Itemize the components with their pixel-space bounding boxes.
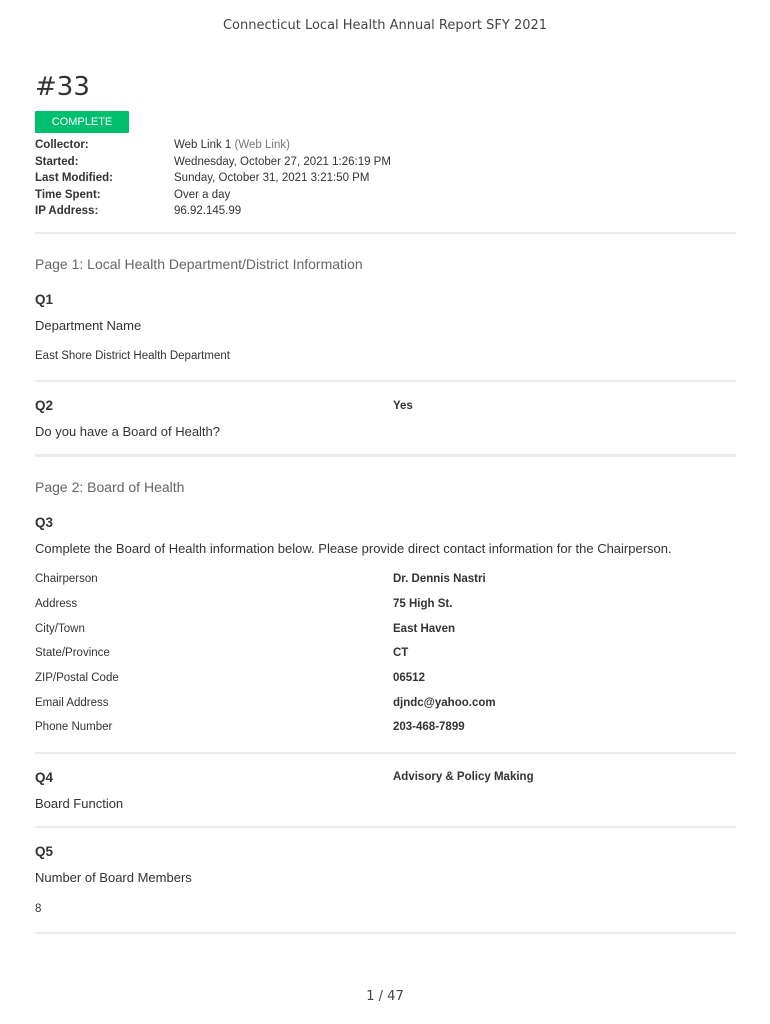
field-value: East Haven (393, 623, 456, 635)
page-1-title: Page 1: Local Health Department/District Information (35, 256, 363, 272)
field-label: Phone Number (35, 721, 113, 733)
q4-answer: Advisory & Policy Making (393, 771, 534, 783)
meta-label: Time Spent: (35, 188, 101, 201)
field-label: State/Province (35, 647, 110, 659)
meta-value: Sunday, October 31, 2021 3:21:50 PM (174, 172, 370, 185)
field-label: Chairperson (35, 573, 98, 585)
q4-number: Q4 (35, 770, 54, 785)
page-indicator: 1 / 47 (366, 989, 404, 1004)
meta-row-last-modified (35, 172, 391, 189)
q2-answer: Yes (393, 400, 413, 412)
divider (35, 380, 736, 382)
q5-number: Q5 (35, 844, 54, 859)
collector-type: (Web Link) (234, 139, 290, 151)
divider (35, 454, 736, 457)
meta-row-collector (35, 139, 391, 156)
q3-text: Complete the Board of Health information below. Please provide direct contact information for the Chairperson. (35, 541, 672, 556)
meta-row-ip-address (35, 205, 391, 222)
q2-text: Do you have a Board of Health? (35, 424, 221, 439)
meta-value: Over a day (174, 188, 231, 201)
response-id: #33 (35, 72, 90, 102)
q3-number: Q3 (35, 515, 54, 530)
field-value: 75 High St. (393, 598, 453, 610)
q2-number: Q2 (35, 398, 54, 413)
page-2-title: Page 2: Board of Health (35, 479, 185, 495)
meta-value: Wednesday, October 27, 2021 1:26:19 PM (174, 155, 391, 168)
field-label: ZIP/Postal Code (35, 672, 119, 684)
field-value: 06512 (393, 672, 425, 684)
q1-answer: East Shore District Health Department (35, 350, 230, 362)
q5-answer: 8 (35, 903, 42, 915)
divider (35, 826, 736, 828)
meta-value (174, 139, 290, 156)
field-label: Email Address (35, 697, 109, 709)
status-badge: COMPLETE (35, 111, 129, 133)
meta-value: 96.92.145.99 (174, 205, 242, 218)
response-metadata (35, 139, 391, 222)
q5-text: Number of Board Members (35, 870, 192, 885)
divider (35, 232, 736, 234)
field-value: Dr. Dennis Nastri (393, 573, 486, 585)
meta-label: IP Address: (35, 205, 99, 218)
q1-number: Q1 (35, 292, 54, 307)
field-value: djndc@yahoo.com (393, 697, 496, 709)
field-label: City/Town (35, 623, 85, 635)
meta-label: Started: (35, 155, 79, 168)
field-value: CT (393, 647, 409, 659)
meta-row-started (35, 156, 391, 173)
document-header: Connecticut Local Health Annual Report SFY 2021 (222, 18, 548, 33)
meta-label: Collector: (35, 139, 89, 151)
meta-row-time-spent (35, 189, 391, 206)
q4-text: Board Function (35, 796, 124, 811)
q1-text: Department Name (35, 318, 142, 333)
meta-label: Last Modified: (35, 172, 113, 185)
field-value: 203-468-7899 (393, 721, 465, 733)
field-label: Address (35, 598, 78, 610)
divider (35, 932, 736, 934)
collector-name: Web Link 1 (174, 139, 232, 151)
divider (35, 752, 736, 754)
